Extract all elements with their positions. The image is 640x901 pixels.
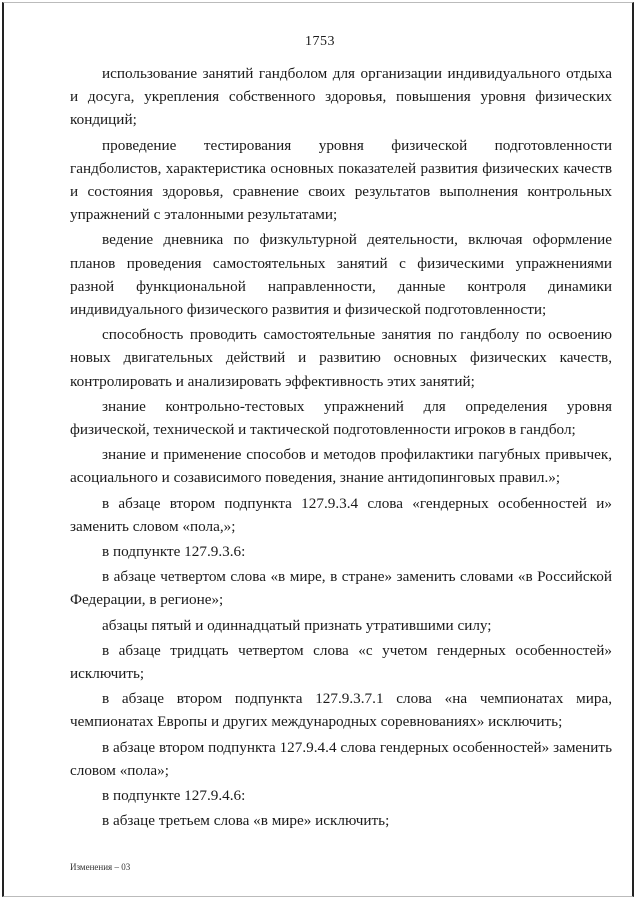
paragraph: ведение дневника по физкультурной деятельности, включая оформление планов проведения самостоятельных занятий с физическими упражнениями разной функциональной направленности, данные контроля динамики индивидуального физического развития и физической подготовленности; bbox=[70, 231, 612, 319]
footer-note: Изменения – 03 bbox=[70, 862, 131, 872]
paragraph: в абзаце втором подпункта 127.9.3.4 слова «гендерных особенностей и» заменить словом «пола,»; bbox=[70, 494, 612, 535]
document-body bbox=[70, 62, 612, 833]
paragraph: в абзаце втором подпункта 127.9.4.4 слова гендерных особенностей» заменить словом «пола»; bbox=[70, 738, 612, 779]
paragraph: способность проводить самостоятельные занятия по гандболу по освоению новых двигательных действий и развитию основных физических качеств, контролировать и анализировать эффективность этих занятий; bbox=[70, 326, 612, 390]
paragraph: абзацы пятый и одиннадцатый признать утратившими силу; bbox=[102, 616, 492, 634]
paragraph: в подпункте 127.9.4.6: bbox=[102, 787, 246, 805]
paragraph: проведение тестирования уровня физической подготовленности гандболистов, характеристика основных показателей развития физических качеств и состояния здоровья, сравнение своих результатов выполнения контрольных упражнений с эталонными результатами; bbox=[70, 136, 612, 224]
paragraph: использование занятий гандболом для организации индивидуального отдыха и досуга, укрепления собственного здоровья, повышения уровня физических кондиций; bbox=[70, 65, 612, 129]
paragraph: в абзаце третьем слова «в мире» исключить; bbox=[102, 812, 390, 830]
page-number: 1753 bbox=[305, 34, 335, 49]
paragraph: знание и применение способов и методов профилактики пагубных привычек, асоциального и созависимого поведения, знание антидопинговых правил.»; bbox=[70, 446, 612, 487]
paragraph: знание контрольно-тестовых упражнений для определения уровня физической, технической и тактической подготовленности игроков в гандбол; bbox=[70, 397, 612, 439]
paragraph: в абзаце втором подпункта 127.9.3.7.1 слова «на чемпионатах мира, чемпионатах Европы и других международных соревнованиях» исключить; bbox=[70, 690, 612, 731]
paragraph: в абзаце четвертом слова «в мире, в стране» заменить словами «в Российской Федерации, в регионе»; bbox=[70, 568, 612, 609]
paragraph: в абзаце тридцать четвертом слова «с учетом гендерных особенностей» исключить; bbox=[70, 641, 612, 683]
paragraph: в подпункте 127.9.3.6: bbox=[102, 543, 246, 561]
